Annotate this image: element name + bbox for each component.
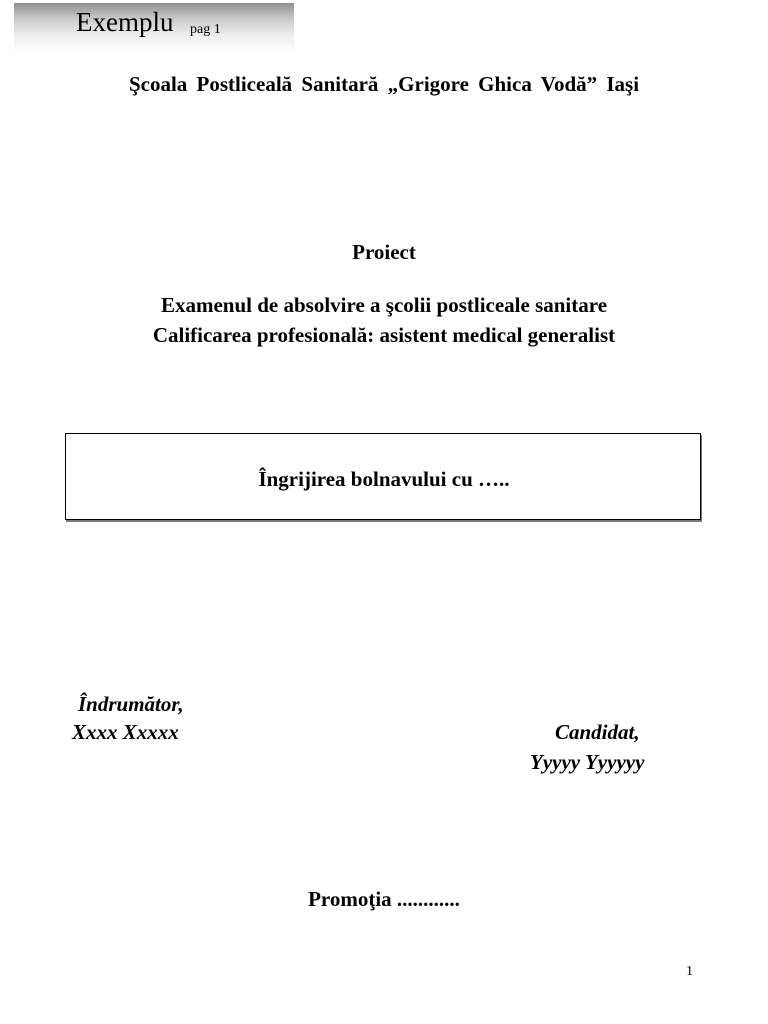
- school-name: Şcoala Postliceală Sanitară „Grigore Ghica Vodă” Iaşi: [128, 72, 640, 96]
- banner-page-label: pag 1: [190, 22, 221, 37]
- promotion-line: Promoţia ............: [308, 887, 460, 911]
- candidate-name: Yyyyy Yyyyyy: [530, 750, 645, 774]
- project-label: Proiect: [352, 240, 416, 264]
- candidate-label: Candidat,: [555, 720, 640, 744]
- topic-title: Îngrijirea bolnavului cu …..: [258, 467, 510, 491]
- banner-title: Exemplu: [76, 7, 174, 37]
- exam-line: Examenul de absolvire a şcolii postliceale sanitare: [160, 293, 608, 317]
- supervisor-name: Xxxx Xxxxx: [72, 720, 179, 744]
- example-banner: [14, 3, 294, 53]
- supervisor-label: Îndrumător,: [78, 692, 184, 716]
- page-number: 1: [686, 964, 693, 979]
- qualification-line: Calificarea profesională: asistent medical generalist: [152, 323, 616, 347]
